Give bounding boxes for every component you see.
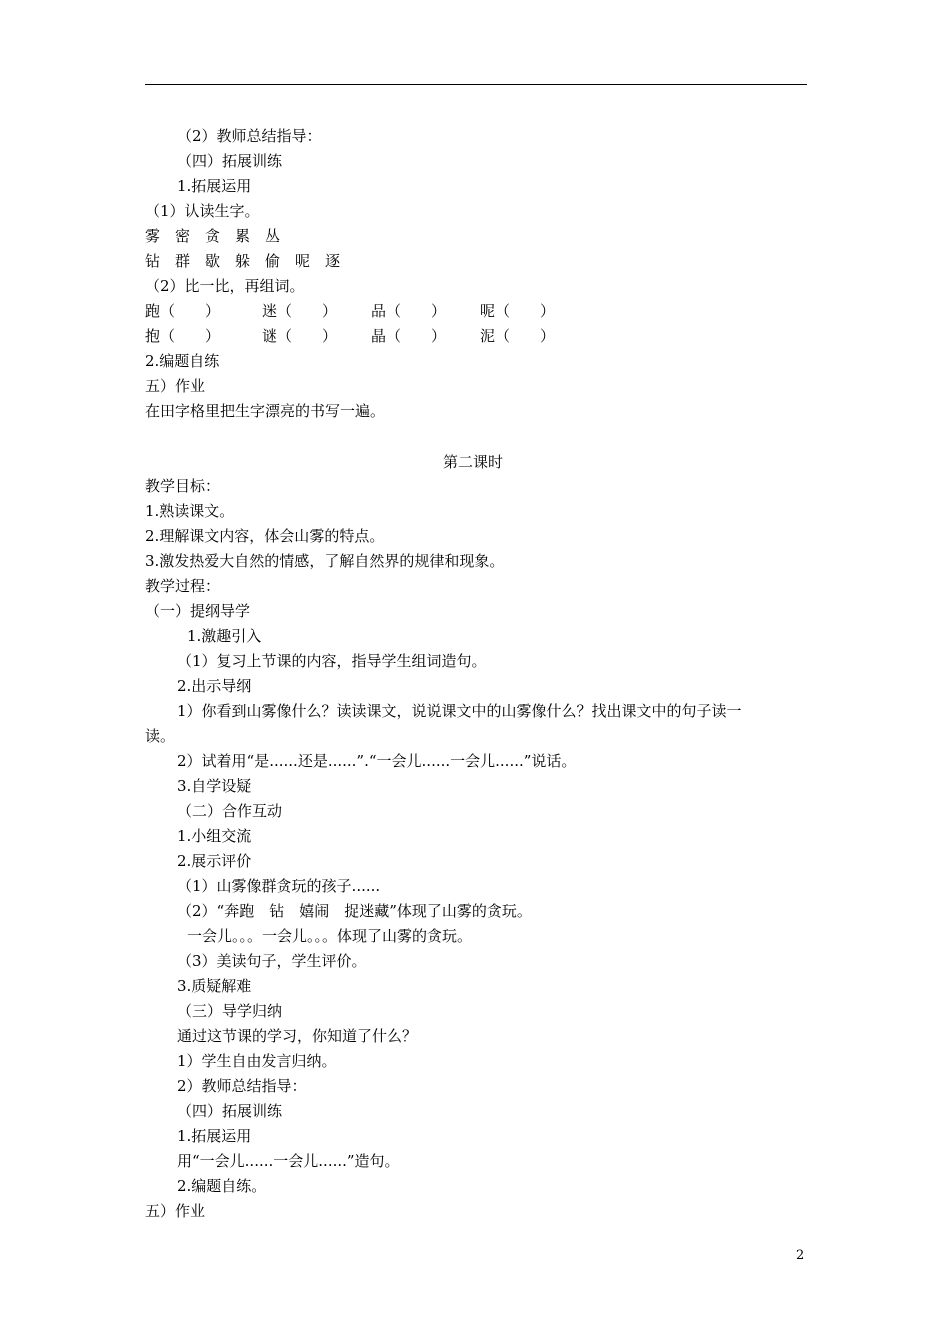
text-line: （1）复习上节课的内容，指导学生组词造句。 xyxy=(177,652,487,670)
compare-cell: 跑（ ） xyxy=(145,302,221,320)
text-line: 2.编题自练 xyxy=(145,352,220,370)
text-line: 2.编题自练。 xyxy=(177,1177,267,1195)
text-line: 2）试着用“是......还是......”.“一会儿......一会儿......”说话。 xyxy=(177,752,577,770)
text-line: 2.出示导纲 xyxy=(177,677,252,695)
text-line: 教学目标： xyxy=(145,477,221,495)
text-line: 1.拓展运用 xyxy=(177,177,252,195)
text-line: （2）“奔跑 钻 嬉闹 捉迷藏”体现了山雾的贪玩。 xyxy=(177,902,532,920)
text-line: 用“一会儿......一会儿......”造句。 xyxy=(177,1152,400,1170)
text-line: 3.质疑解难 xyxy=(177,977,252,995)
character-list: 雾 密 贪 累 丛 xyxy=(145,227,281,245)
text-line: 读。 xyxy=(145,727,176,745)
text-line: （1）认读生字。 xyxy=(145,202,260,220)
section-title: 第二课时 xyxy=(443,453,504,471)
text-line: （四）拓展训练 xyxy=(177,152,283,170)
text-line: 2）教师总结指导： xyxy=(177,1077,307,1095)
text-line: （2）比一比，再组词。 xyxy=(145,277,305,295)
compare-cell: 谜（ ） xyxy=(262,327,338,345)
text-line: 2.理解课文内容，体会山雾的特点。 xyxy=(145,527,385,545)
compare-cell: 品（ ） xyxy=(371,302,447,320)
text-line: 1.小组交流 xyxy=(177,827,252,845)
text-line: 1.激趣引入 xyxy=(187,627,262,645)
text-line: （二）合作互动 xyxy=(177,802,283,820)
compare-cell: 泥（ ） xyxy=(480,327,556,345)
text-line: （3）美读句子，学生评价。 xyxy=(177,952,367,970)
text-line: 2.展示评价 xyxy=(177,852,252,870)
compare-cell: 晶（ ） xyxy=(371,327,447,345)
compare-cell: 呢（ ） xyxy=(480,302,556,320)
text-line: 五）作业 xyxy=(145,377,206,395)
text-line: 1）你看到山雾像什么？读读课文，说说课文中的山雾像什么？找出课文中的句子读一 xyxy=(177,702,742,720)
text-line: （一）提纲导学 xyxy=(145,602,251,620)
text-line: 教学过程： xyxy=(145,577,221,595)
text-line: 一会儿。。。一会儿。。。体现了山雾的贪玩。 xyxy=(187,927,473,945)
text-line: （三）导学归纳 xyxy=(177,1002,283,1020)
text-line: 1.拓展运用 xyxy=(177,1127,252,1145)
text-line: 3.激发热爱大自然的情感，了解自然界的规律和现象。 xyxy=(145,552,505,570)
page-number: 2 xyxy=(796,1248,805,1263)
text-line: 五）作业 xyxy=(145,1202,206,1220)
text-line: 3.自学设疑 xyxy=(177,777,252,795)
compare-cell: 迷（ ） xyxy=(262,302,338,320)
text-line: 1）学生自由发言归纳。 xyxy=(177,1052,337,1070)
text-line: （2）教师总结指导： xyxy=(177,127,322,145)
text-line: 通过这节课的学习，你知道了什么？ xyxy=(177,1027,418,1045)
text-line: 1.熟读课文。 xyxy=(145,502,235,520)
character-list: 钻 群 歇 躲 偷 呢 逐 xyxy=(145,252,341,270)
text-line: 在田字格里把生字漂亮的书写一遍。 xyxy=(145,402,386,420)
compare-cell: 抱（ ） xyxy=(145,327,221,345)
text-line: （1）山雾像群贪玩的孩子...... xyxy=(177,877,381,895)
header-rule xyxy=(145,84,807,85)
text-line: （四）拓展训练 xyxy=(177,1102,283,1120)
